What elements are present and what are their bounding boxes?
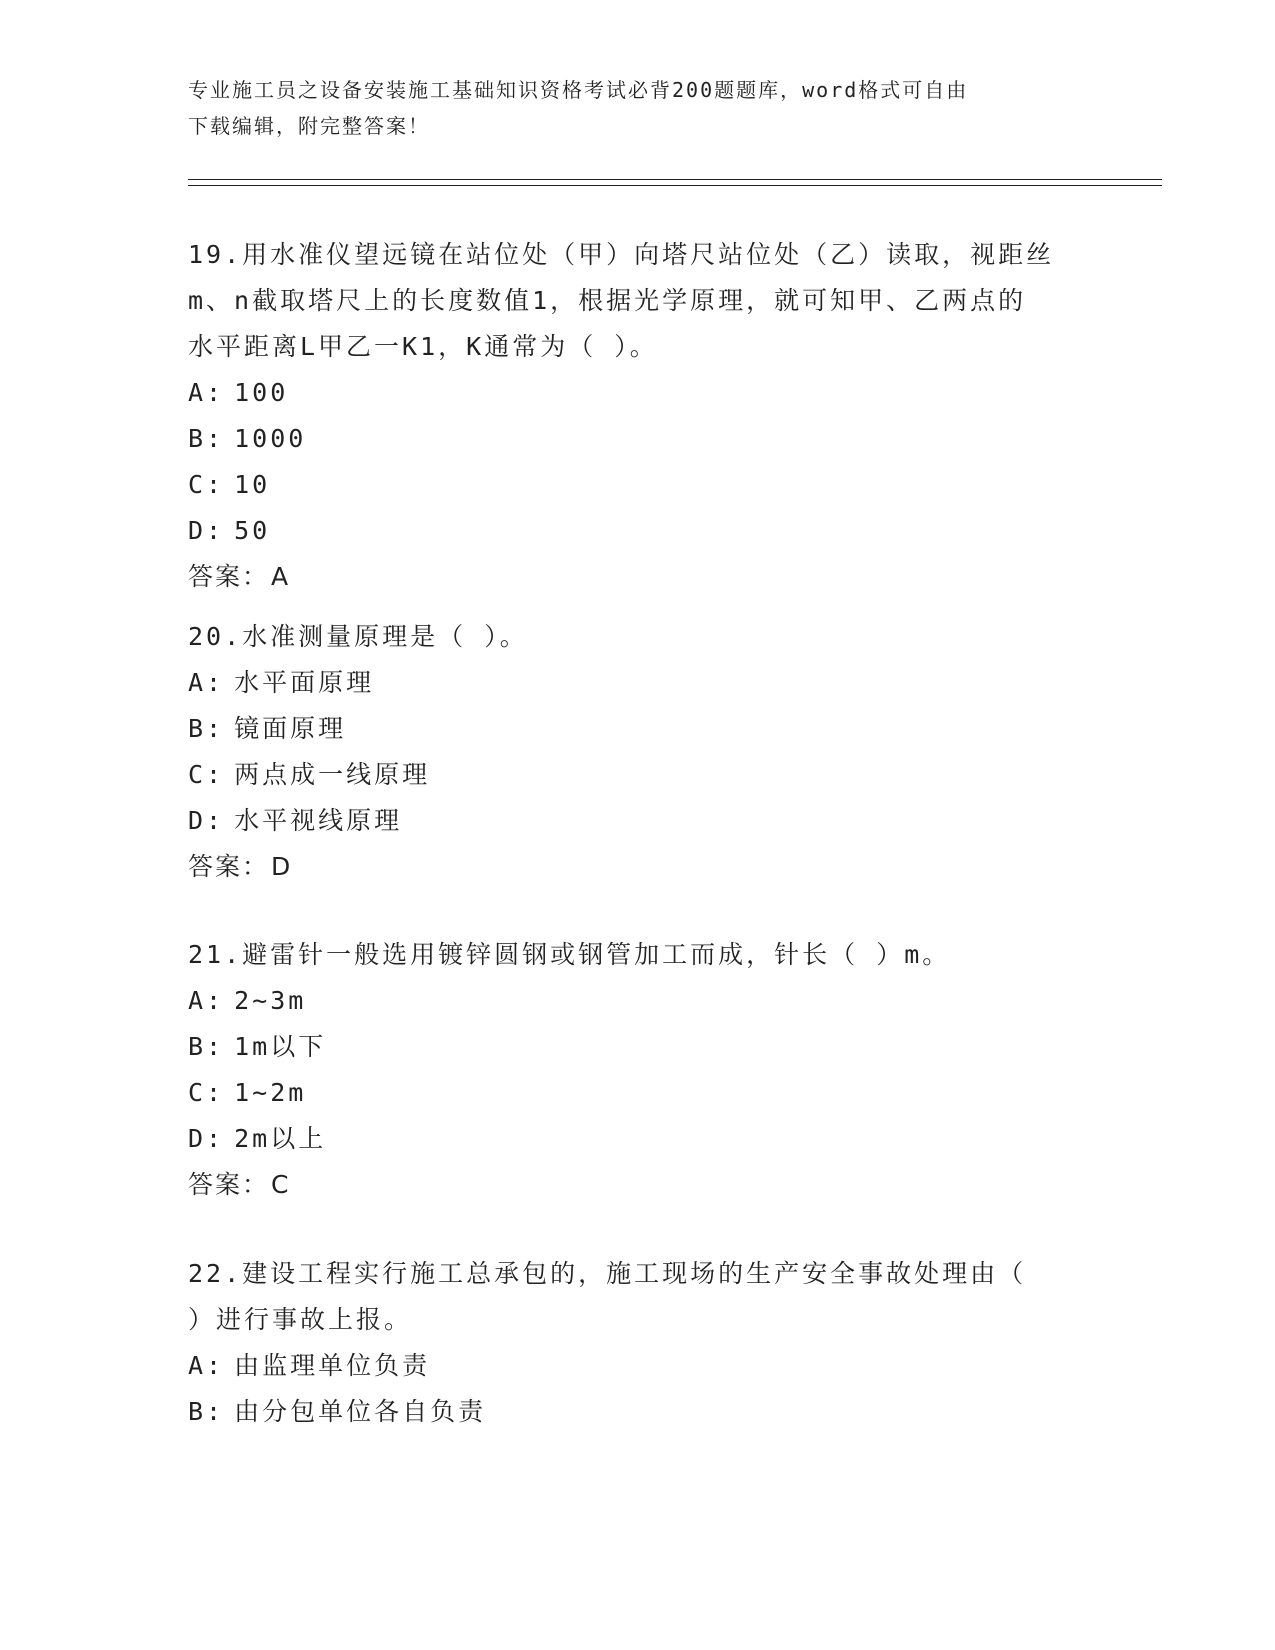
question-stem-line: m、n截取塔尺上的长度数值1，根据光学原理，就可知甲、乙两点的 — [188, 286, 1027, 315]
question-stem-line: 19.用水准仪望远镜在站位处（甲）向塔尺站位处（乙）读取，视距丝 — [188, 240, 1055, 269]
question-19 — [188, 232, 1098, 600]
option-d: D: 水平视线原理 — [188, 806, 403, 835]
option-b: B: 镜面原理 — [188, 714, 347, 743]
answer-value: D — [271, 852, 293, 881]
answer-value: A — [271, 562, 291, 591]
question-stem-line: 20.水准测量原理是（ ）。 — [188, 622, 528, 651]
answer-line: 答案：C — [188, 1170, 291, 1199]
option-b: B: 1000 — [188, 424, 307, 453]
header-line-2: 下载编辑，附完整答案！ — [188, 114, 430, 138]
option-d: D: 50 — [188, 516, 271, 545]
question-stem-line: 21.避雷针一般选用镀锌圆钢或钢管加工而成，针长（ ）m。 — [188, 940, 951, 969]
option-a: A: 由监理单位负责 — [188, 1351, 431, 1380]
answer-line: 答案：A — [188, 562, 291, 591]
question-20 — [188, 614, 1098, 890]
document-header — [188, 72, 1088, 144]
question-stem-line: ）进行事故上报。 — [188, 1305, 413, 1334]
option-d: D: 2m以上 — [188, 1124, 327, 1153]
answer-line: 答案：D — [188, 852, 293, 881]
question-stem-line: 22.建设工程实行施工总承包的，施工现场的生产安全事故处理由（ — [188, 1259, 1027, 1288]
option-b: B: 由分包单位各自负责 — [188, 1397, 487, 1426]
header-line-1: 专业施工员之设备安装施工基础知识资格考试必背200题题库，word格式可自由 — [188, 78, 969, 102]
question-22 — [188, 1251, 1098, 1435]
question-21 — [188, 932, 1098, 1208]
option-b: B: 1m以下 — [188, 1032, 327, 1061]
answer-value: C — [271, 1170, 291, 1199]
option-a: A: 水平面原理 — [188, 668, 375, 697]
option-a: A: 2~3m — [188, 986, 307, 1015]
option-c: C: 两点成一线原理 — [188, 760, 431, 789]
option-c: C: 1~2m — [188, 1078, 307, 1107]
header-divider-top — [188, 179, 1162, 180]
header-divider-bottom — [188, 185, 1162, 186]
option-a: A: 100 — [188, 378, 289, 407]
question-stem-line: 水平距离L甲乙一K1，K通常为（ ）。 — [188, 332, 658, 361]
option-c: C: 10 — [188, 470, 271, 499]
